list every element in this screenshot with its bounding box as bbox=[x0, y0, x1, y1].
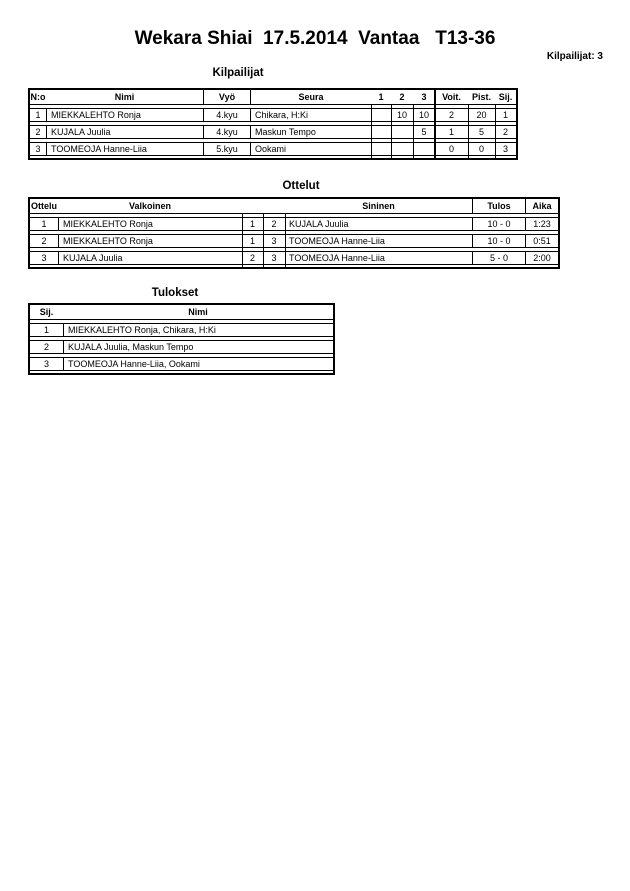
results-table-title: Tulokset bbox=[151, 287, 199, 299]
cell-wins: 0 bbox=[448, 144, 454, 154]
grid-line-vertical bbox=[391, 105, 392, 158]
cell-match-no: 2 bbox=[41, 236, 47, 246]
cell-name: MIEKKALEHTO Ronja, Chikara, H:Ki bbox=[63, 324, 333, 336]
cell-place: 1 bbox=[43, 325, 49, 335]
cell-place: 3 bbox=[502, 144, 508, 154]
cell-points: 5 bbox=[478, 127, 484, 137]
cell-place: 3 bbox=[43, 359, 49, 369]
result-row bbox=[30, 340, 333, 354]
cell-name: MIEKKALEHTO Ronja bbox=[46, 109, 203, 121]
grid-line-vertical bbox=[371, 105, 372, 158]
competitors-header-row bbox=[30, 90, 516, 105]
header-spacer bbox=[242, 199, 263, 213]
cell-match2 bbox=[391, 143, 413, 155]
matches-table-title: Ottelut bbox=[282, 180, 320, 192]
cell-result: 10 - 0 bbox=[472, 218, 525, 230]
cell-no: 2 bbox=[35, 127, 41, 137]
cell-points: 0 bbox=[478, 144, 484, 154]
competitor-row bbox=[30, 108, 516, 122]
cell-match3: 10 bbox=[418, 110, 429, 120]
cell-blue-no: 3 bbox=[271, 253, 277, 263]
cell-time: 2:00 bbox=[525, 252, 558, 264]
header-match-no: Ottelu bbox=[31, 201, 57, 211]
cell-place: 1 bbox=[502, 110, 508, 120]
cell-name: KUJALA Juulia bbox=[46, 126, 203, 138]
cell-white-no: 1 bbox=[249, 236, 255, 246]
grid-line-vertical bbox=[285, 214, 286, 267]
cell-wins: 1 bbox=[448, 127, 454, 137]
cell-blue-name: TOOMEOJA Hanne-Liia bbox=[289, 253, 385, 263]
cell-white-no: 2 bbox=[249, 253, 255, 263]
cell-blue-no: 3 bbox=[271, 236, 277, 246]
match-row bbox=[30, 234, 558, 248]
page-title: Wekara Shiai 17.5.2014 Vantaa T13-36 bbox=[134, 28, 496, 49]
header-place: Sij. bbox=[39, 307, 54, 317]
grid-line-vertical-thick bbox=[434, 90, 436, 158]
cell-match1 bbox=[371, 109, 391, 121]
cell-time: 0:51 bbox=[525, 235, 558, 247]
grid-line-vertical bbox=[242, 214, 243, 267]
competitors-table-title: Kilpailijat bbox=[212, 67, 264, 79]
cell-no: 1 bbox=[35, 110, 41, 120]
cell-place: 2 bbox=[502, 127, 508, 137]
cell-match1 bbox=[371, 143, 391, 155]
cell-belt: 5.kyu bbox=[203, 143, 250, 155]
cell-result: 10 - 0 bbox=[472, 235, 525, 247]
cell-belt: 4.kyu bbox=[203, 109, 250, 121]
header-name: Nimi bbox=[188, 307, 208, 317]
header-spacer bbox=[263, 199, 285, 213]
header-club: Seura bbox=[250, 90, 371, 104]
header-result: Tulos bbox=[472, 199, 525, 213]
cell-name: TOOMEOJA Hanne-Liia, Ookami bbox=[63, 358, 333, 370]
cell-match1 bbox=[371, 126, 391, 138]
header-name: Nimi bbox=[114, 92, 135, 102]
cell-belt: 4.kyu bbox=[203, 126, 250, 138]
matches-header-row bbox=[30, 199, 558, 214]
cell-club: Chikara, H:Ki bbox=[250, 109, 371, 121]
results-table bbox=[28, 303, 335, 375]
header-match2: 2 bbox=[399, 92, 405, 102]
cell-club: Maskun Tempo bbox=[250, 126, 371, 138]
header-match3: 3 bbox=[421, 92, 427, 102]
header-belt: Vyö bbox=[203, 90, 250, 104]
cell-match2 bbox=[391, 126, 413, 138]
cell-time: 1:23 bbox=[525, 218, 558, 230]
cell-blue-name: KUJALA Juulia bbox=[289, 219, 349, 229]
grid-line-vertical bbox=[495, 105, 496, 158]
cell-points: 20 bbox=[476, 110, 487, 120]
grid-line-vertical bbox=[468, 105, 469, 158]
header-wins: Voit. bbox=[442, 92, 461, 102]
grid-line-vertical bbox=[263, 214, 264, 267]
cell-blue-no: 2 bbox=[271, 219, 277, 229]
matches-table bbox=[28, 197, 560, 269]
header-white: Valkoinen bbox=[128, 201, 172, 211]
grid-line-vertical bbox=[413, 105, 414, 158]
header-no: N:o bbox=[30, 92, 46, 102]
header-points: Pist. bbox=[471, 92, 491, 102]
result-row bbox=[30, 357, 333, 371]
cell-wins: 2 bbox=[448, 110, 454, 120]
competitor-row bbox=[30, 142, 516, 156]
match-row bbox=[30, 217, 558, 231]
result-row bbox=[30, 323, 333, 337]
cell-name: TOOMEOJA Hanne-Liia bbox=[46, 143, 203, 155]
competitors-table bbox=[28, 88, 518, 160]
header-blue: Sininen bbox=[362, 201, 395, 211]
cell-place: 2 bbox=[43, 342, 49, 352]
match-row bbox=[30, 251, 558, 265]
competitors-count: Kilpailijat: 3 bbox=[546, 51, 603, 62]
cell-no: 3 bbox=[35, 144, 41, 154]
cell-match-no: 3 bbox=[41, 253, 47, 263]
cell-match2: 10 bbox=[396, 110, 407, 120]
results-header-row bbox=[30, 305, 333, 320]
header-time: Aika bbox=[525, 199, 558, 213]
cell-match3: 5 bbox=[421, 127, 427, 137]
cell-white-name: MIEKKALEHTO Ronja bbox=[58, 218, 242, 230]
header-match1: 1 bbox=[378, 92, 384, 102]
cell-white-name: MIEKKALEHTO Ronja bbox=[58, 235, 242, 247]
cell-name: KUJALA Juulia, Maskun Tempo bbox=[63, 341, 333, 353]
header-place: Sij. bbox=[498, 92, 513, 102]
cell-white-no: 1 bbox=[249, 219, 255, 229]
competitor-row bbox=[30, 125, 516, 139]
cell-result: 5 - 0 bbox=[472, 252, 525, 264]
cell-blue-name: TOOMEOJA Hanne-Liia bbox=[289, 236, 385, 246]
cell-match-no: 1 bbox=[41, 219, 47, 229]
cell-white-name: KUJALA Juulia bbox=[58, 252, 242, 264]
cell-club: Ookami bbox=[250, 143, 371, 155]
cell-match3 bbox=[413, 143, 435, 155]
